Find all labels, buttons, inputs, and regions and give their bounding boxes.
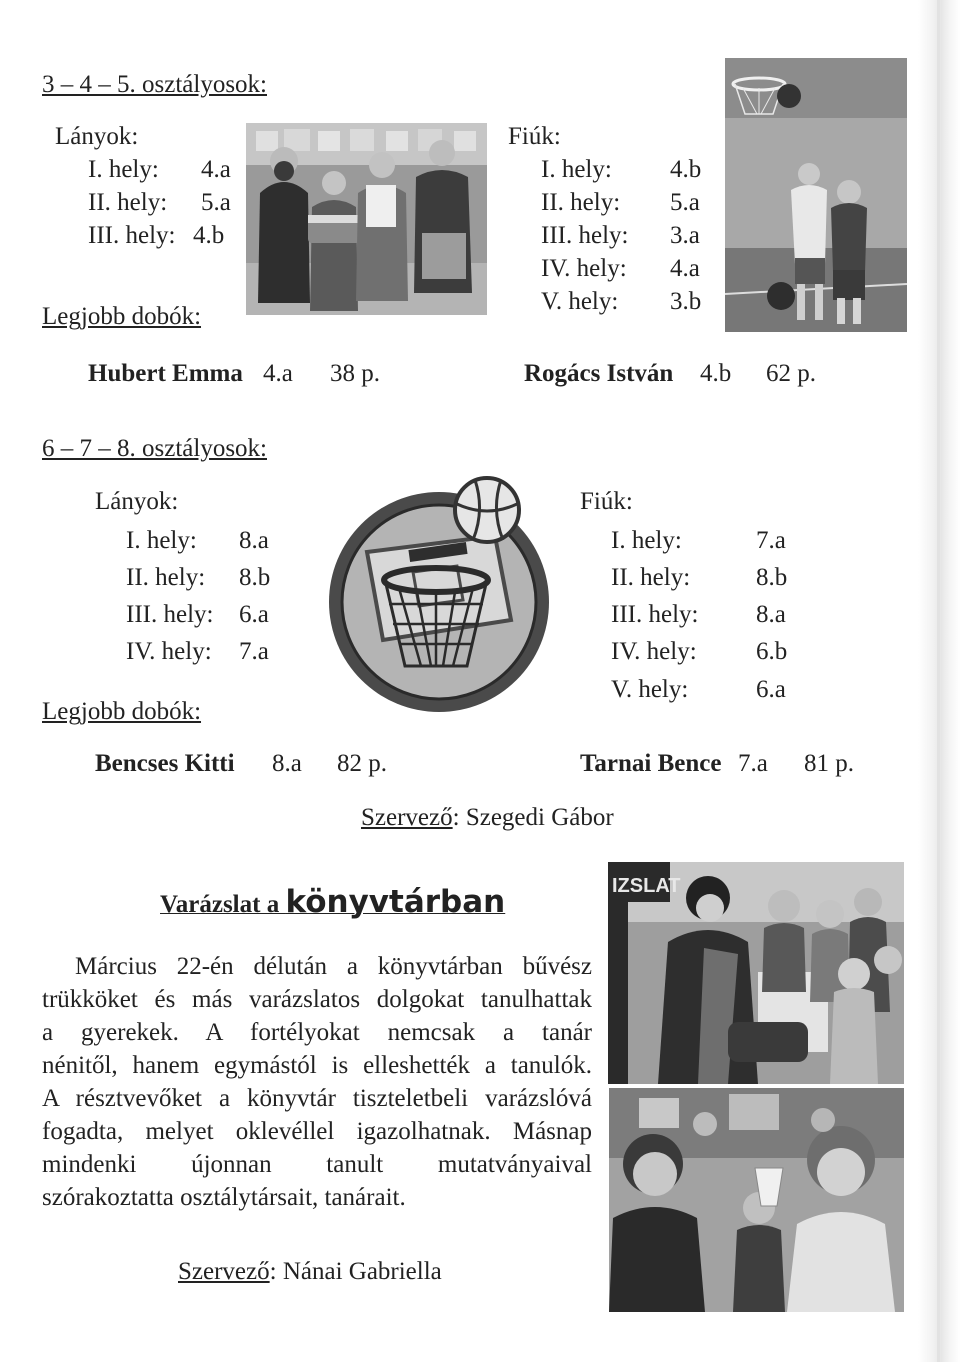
photo-winning-girls [246, 123, 487, 315]
section1-girls-class-3: 4.b [193, 222, 225, 249]
section1-girls-place-1: I. hely: [88, 156, 159, 183]
section1-girls-place-3: III. hely: [88, 222, 176, 249]
article-line-6: fogadta, melyet oklevéllel igazolhatnak. Másnap [42, 1118, 592, 1145]
section2-boys-place-3: III. hely: [611, 601, 699, 628]
section2-girls-place-1: I. hely: [126, 527, 197, 554]
section2-girls-class-1: 8.a [239, 527, 269, 554]
section2-boys-class-3: 8.a [756, 601, 786, 628]
section2-organizer-label: Szervező [361, 804, 453, 831]
section1-boys-class-1: 4.b [670, 156, 702, 183]
section2-best-boy-points: 81 p. [804, 750, 854, 777]
section2-girls-class-2: 8.b [239, 564, 271, 591]
section2-boys-place-1: I. hely: [611, 527, 682, 554]
section2-girls-class-3: 6.a [239, 601, 269, 628]
section1-boys-class-2: 5.a [670, 189, 700, 216]
section1-best-girl-class: 4.a [263, 360, 293, 387]
section1-boys-place-1: I. hely: [541, 156, 612, 183]
section1-girls-place-2: II. hely: [88, 189, 168, 216]
section2-boys-class-1: 7.a [756, 527, 786, 554]
section2-organizer-name: : Szegedi Gábor [452, 804, 614, 831]
article-line-2: trükköket és más varázslatos dolgokat tanulhattak [42, 986, 592, 1013]
article-line-4: nénitől, hanem egymástól is elleshették a tanulók. [42, 1052, 592, 1079]
section2-best-girl-name: Bencses Kitti [95, 750, 235, 777]
section2-best-boy-class: 7.a [738, 750, 768, 777]
section1-boys-class-3: 3.a [670, 222, 700, 249]
section1-girls-class-1: 4.a [201, 156, 231, 183]
article-body [42, 950, 592, 1214]
section1-boys-place-3: III. hely: [541, 222, 629, 249]
section1-best-label: Legjobb dobók: [42, 303, 202, 330]
section2-boys-place-2: II. hely: [611, 564, 691, 591]
section2-girls-class-4: 7.a [239, 638, 269, 665]
article-line-7: mindenki újonnan tanult mutatványaival [42, 1151, 592, 1178]
section1-boys-place-2: II. hely: [541, 189, 621, 216]
section1-heading: 3 – 4 – 5. osztályosok: [42, 71, 267, 98]
section2-best-girl-class: 8.a [272, 750, 302, 777]
section2-boys-class-4: 6.b [756, 638, 788, 665]
section1-best-boy-points: 62 p. [766, 360, 816, 387]
section1-girls-label: Lányok: [55, 123, 139, 150]
article-organizer-name: : Nánai Gabriella [269, 1258, 442, 1285]
article-line-1: Március 22-én délután a könyvtárban bűvész [75, 953, 592, 980]
section2-girls-place-2: II. hely: [126, 564, 206, 591]
article-title-small: Varázslat a [160, 891, 286, 918]
section2-best-girl-points: 82 p. [337, 750, 387, 777]
section2-girls-place-4: IV. hely: [126, 638, 212, 665]
basketball-hoop-icon [325, 468, 553, 724]
article-organizer-label: Szervező [178, 1258, 270, 1285]
section2-boys-place-5: V. hely: [611, 676, 689, 703]
article-line-5: A résztvevőket a könyvtár tiszteletbeli varázslóvá [42, 1085, 592, 1112]
section1-boys-class-4: 4.a [670, 255, 700, 282]
section1-boys-class-5: 3.b [670, 288, 702, 315]
section1-best-boy-class: 4.b [700, 360, 732, 387]
section2-boys-place-4: IV. hely: [611, 638, 697, 665]
photo-magician-children [608, 862, 904, 1084]
article-title-large: könyvtárban [285, 884, 506, 920]
photo-sign-text: IZSLAT [612, 875, 681, 897]
section2-best-label: Legjobb dobók: [42, 698, 202, 725]
section1-best-girl-name: Hubert Emma [88, 360, 243, 387]
section2-boys-label: Fiúk: [580, 488, 633, 515]
section2-boys-class-2: 8.b [756, 564, 788, 591]
section2-girls-label: Lányok: [95, 488, 179, 515]
section2-heading: 6 – 7 – 8. osztályosok: [42, 435, 267, 462]
section1-boys-label: Fiúk: [508, 123, 561, 150]
section1-girls-class-2: 5.a [201, 189, 231, 216]
section1-boys-place-5: V. hely: [541, 288, 619, 315]
section1-best-girl-points: 38 p. [330, 360, 380, 387]
page-edge-line [937, 0, 940, 1362]
article-line-8: szórakoztatta osztálytársait, tanárait. [42, 1184, 406, 1211]
section2-organizer [361, 803, 614, 833]
section2-best-boy-name: Tarnai Bence [580, 750, 722, 777]
article-organizer [178, 1257, 442, 1287]
photo-boys-basketball [725, 58, 907, 332]
article-line-3: a gyerekek. A fortélyokat nemcsak a tanár [42, 1019, 592, 1046]
section1-boys-place-4: IV. hely: [541, 255, 627, 282]
article-title [160, 884, 505, 920]
section2-girls-place-3: III. hely: [126, 601, 214, 628]
section1-best-boy-name: Rogács István [524, 360, 674, 387]
section2-boys-class-5: 6.a [756, 676, 786, 703]
photo-girls-cup-trick [609, 1088, 904, 1312]
